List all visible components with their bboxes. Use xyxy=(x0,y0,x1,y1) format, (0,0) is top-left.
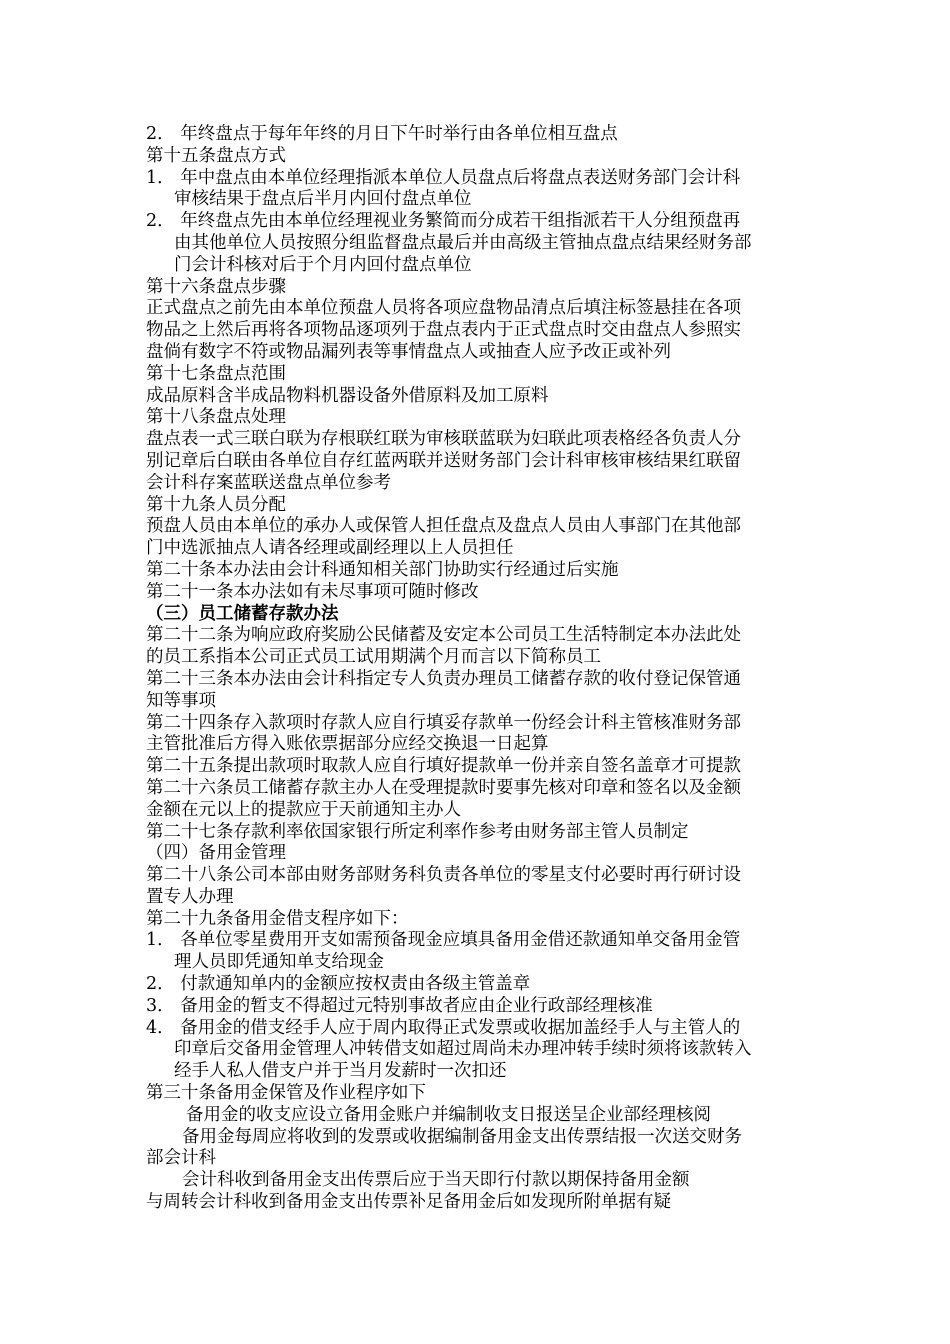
text-line: 1． 各单位零星费用开支如需预备现金应填具备用金借还款通知单交备用金管 xyxy=(146,930,741,951)
text-line: 第二十一条本办法如有未尽事项可随时修改 xyxy=(146,581,479,602)
text-line: 成品原料含半成品物料机器设备外借原料及加工原料 xyxy=(146,385,549,406)
section-heading: 第十八条盘点处理 xyxy=(146,407,286,428)
chapter-heading: （四）备用金管理 xyxy=(146,843,286,864)
text-line: 盘点表一式三联白联为存根联红联为审核联蓝联为妇联此项表格经各负责人分 xyxy=(146,429,741,450)
text-line: 经手人私人借支户并于当月发薪时一次扣还 xyxy=(174,1061,507,1082)
text-line: 门会计科核对后于个月内回付盘点单位 xyxy=(174,254,472,275)
text-line: 会计科存案蓝联送盘点单位参考 xyxy=(146,472,391,493)
text-line: 盘倘有数字不符或物品漏列表等事情盘点人或抽查人应予改正或补列 xyxy=(146,341,671,362)
text-line: 别记章后白联由各单位自存红蓝两联并送财务部门会计科审核审核结果红联留 xyxy=(146,450,741,471)
text-line: 备用金每周应将收到的发票或收据编制备用金支出传票结报一次送交财务 xyxy=(182,1126,742,1147)
text-line: 置专人办理 xyxy=(146,886,234,907)
text-line: 与周转会计科收到备用金支出传票补足备用金后如发现所附单据有疑 xyxy=(146,1192,671,1213)
text-line: 2． 付款通知单内的金额应按权责由各级主管盖章 xyxy=(146,974,531,995)
text-line: 部会计科 xyxy=(146,1148,216,1169)
text-line: 第二十三条本办法由会计科指定专人负责办理员工储蓄存款的收付登记保管通 xyxy=(146,668,741,689)
section-heading: 第十七条盘点范围 xyxy=(146,363,286,384)
text-line: 的员工系指本公司正式员工试用期满个月而言以下简称员工 xyxy=(146,647,601,668)
document-body xyxy=(146,124,816,1214)
text-line: 审核结果于盘点后半月内回付盘点单位 xyxy=(174,189,472,210)
text-line: 金额在元以上的提款应于天前通知主办人 xyxy=(146,799,461,820)
section-heading: 第十九条人员分配 xyxy=(146,494,286,515)
text-line: 第二十五条提出款项时取款人应自行填好提款单一份并亲自签名盖章才可提款 xyxy=(146,756,741,777)
text-line: 正式盘点之前先由本单位预盘人员将各项应盘物品清点后填注标签悬挂在各项 xyxy=(146,298,741,319)
text-line: 主管批准后方得入账依票据部分应经交换退一日起算 xyxy=(146,734,549,755)
text-line: 第二十六条员工储蓄存款主办人在受理提款时要事先核对印章和签名以及金额 xyxy=(146,777,741,798)
text-line: 2． 年终盘点先由本单位经理视业务繁简而分成若干组指派若干人分组预盘再 xyxy=(146,211,741,232)
text-line: 物品之上然后再将各项物品逐项列于盘点表内于正式盘点时交由盘点人参照实 xyxy=(146,320,741,341)
section-heading: 第十五条盘点方式 xyxy=(146,145,286,166)
text-line: 理人员即凭通知单支给现金 xyxy=(174,952,384,973)
text-line: 印章后交备用金管理人冲转借支如超过周尚未办理冲转手续时须将该款转入 xyxy=(174,1039,752,1060)
text-line: 预盘人员由本单位的承办人或保管人担任盘点及盘点人员由人事部门在其他部 xyxy=(146,516,741,537)
text-line: 备用金的收支应设立备用金账户并编制收支日报送呈企业部经理核阅 xyxy=(186,1104,711,1125)
text-line: 第二十四条存入款项时存款人应自行填妥存款单一份经会计科主管核准财务部 xyxy=(146,712,741,733)
text-line: 1． 年中盘点由本单位经理指派本单位人员盘点后将盘点表送财务部门会计科 xyxy=(146,167,741,188)
text-line: 第三十条备用金保管及作业程序如下 xyxy=(146,1083,426,1104)
chapter-heading: （三）员工储蓄存款办法 xyxy=(146,603,339,624)
text-line: 4． 备用金的借支经手人应于周内取得正式发票或收据加盖经手人与主管人的 xyxy=(146,1017,741,1038)
text-line: 第二十七条存款利率依国家银行所定利率作参考由财务部主管人员制定 xyxy=(146,821,689,842)
text-line: 会计科收到备用金支出传票后应于当天即行付款以期保持备用金额 xyxy=(182,1170,690,1191)
text-line: 门中选派抽点人请各经理或副经理以上人员担任 xyxy=(146,538,514,559)
text-line: 由其他单位人员按照分组监督盘点最后并由高级主管抽点盘点结果经财务部 xyxy=(174,232,752,253)
text-line: 第二十二条为响应政府奖励公民储蓄及安定本公司员工生活特制定本办法此处 xyxy=(146,625,741,646)
text-line: 第二十条本办法由会计科通知相关部门协助实行经通过后实施 xyxy=(146,559,619,580)
text-line: 3． 备用金的暂支不得超过元特别事故者应由企业行政部经理核准 xyxy=(146,995,653,1016)
text-line: 2． 年终盘点于每年年终的月日下午时举行由各单位相互盘点 xyxy=(146,124,618,144)
text-line: 第二十八条公司本部由财务部财务科负责各单位的零星支付必要时再行研讨设 xyxy=(146,865,741,886)
text-line: 第二十九条备用金借支程序如下： xyxy=(146,908,409,929)
section-heading: 第十六条盘点步骤 xyxy=(146,276,286,297)
text-line: 知等事项 xyxy=(146,690,216,711)
